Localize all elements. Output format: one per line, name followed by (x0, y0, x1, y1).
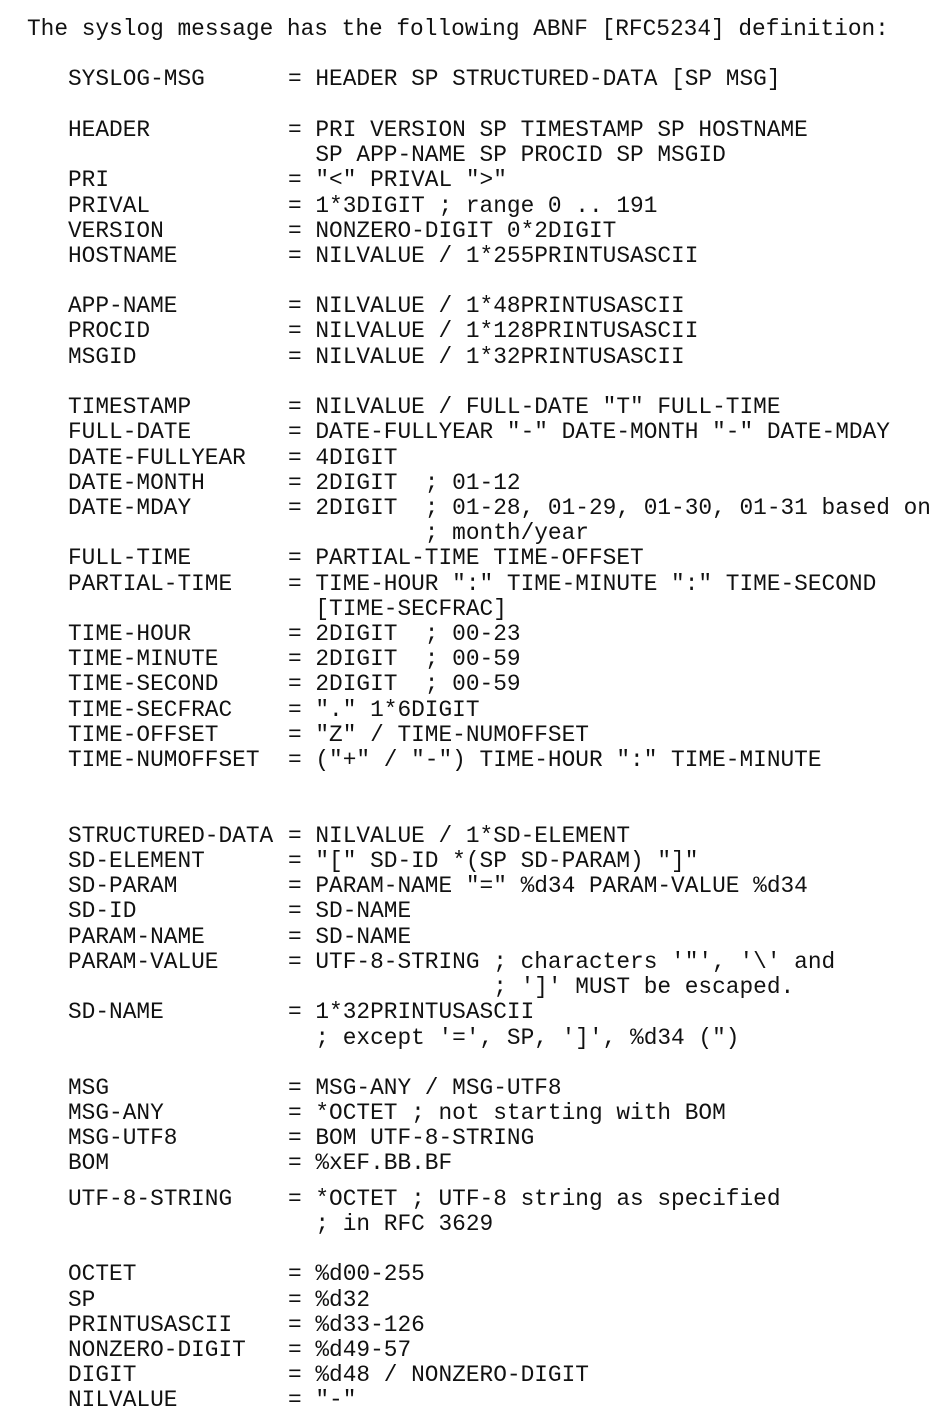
rule-name: TIME-NUMOFFSET (68, 747, 260, 773)
rule-definition: = SD-NAME (288, 924, 412, 950)
rule-definition: = 1*32PRINTUSASCII (288, 999, 535, 1025)
rule-definition: = BOM UTF-8-STRING (288, 1125, 535, 1151)
rule-definition: = %d49-57 (288, 1337, 412, 1363)
rule-name: VERSION (68, 218, 164, 244)
rule-name: FULL-TIME (68, 545, 192, 571)
rule-name: OCTET (68, 1261, 137, 1287)
rule-name: UTF-8-STRING (68, 1186, 233, 1212)
rule-definition: = %d32 (288, 1287, 371, 1313)
rule-definition: = 2DIGIT ; 01-28, 01-29, 01-30, 01-31 based on (288, 495, 931, 521)
rule-definition: = *OCTET ; UTF-8 string as specified (288, 1186, 781, 1212)
rule-name: DIGIT (68, 1362, 137, 1388)
rule-definition: = ("+" / "-") TIME-HOUR ":" TIME-MINUTE (288, 747, 822, 773)
rule-definition: = TIME-HOUR ":" TIME-MINUTE ":" TIME-SECOND (288, 571, 877, 597)
rule-definition: = 2DIGIT ; 00-59 (288, 646, 521, 672)
rule-name: DATE-FULLYEAR (68, 445, 246, 471)
rule-name: NONZERO-DIGIT (68, 1337, 246, 1363)
rule-name: PRIVAL (68, 193, 151, 219)
rule-name: DATE-MONTH (68, 470, 205, 496)
rule-name: PRINTUSASCII (68, 1312, 233, 1338)
rule-definition: = 2DIGIT ; 01-12 (288, 470, 521, 496)
rule-name: PARAM-VALUE (68, 949, 219, 975)
rule-definition: = PARAM-NAME "=" %d34 PARAM-VALUE %d34 (288, 873, 808, 899)
rule-definition: = NILVALUE / 1*48PRINTUSASCII (288, 293, 685, 319)
rule-definition: = %d48 / NONZERO-DIGIT (288, 1362, 589, 1388)
rule-definition: = *OCTET ; not starting with BOM (288, 1100, 726, 1126)
rule-name: TIME-SECOND (68, 671, 219, 697)
rule-definition: = "Z" / TIME-NUMOFFSET (288, 722, 589, 748)
rule-definition: ; except '=', SP, ']', %d34 (") (288, 1025, 740, 1051)
rule-definition: = NILVALUE / 1*SD-ELEMENT (288, 823, 631, 849)
rule-definition: = %xEF.BB.BF (288, 1150, 453, 1176)
rule-definition: ; ']' MUST be escaped. (288, 974, 795, 1000)
rule-name: HOSTNAME (68, 243, 178, 269)
rule-name: PARTIAL-TIME (68, 571, 233, 597)
rule-definition: = UTF-8-STRING ; characters '"', '\' and (288, 949, 836, 975)
rule-name: SD-PARAM (68, 873, 178, 899)
rule-definition: = PARTIAL-TIME TIME-OFFSET (288, 545, 644, 571)
rule-name: NILVALUE (68, 1387, 178, 1413)
rule-definition: = "." 1*6DIGIT (288, 697, 480, 723)
rule-name: BOM (68, 1150, 110, 1176)
rule-definition: = "<" PRIVAL ">" (288, 167, 507, 193)
rule-definition: = "-" (288, 1387, 357, 1413)
rule-definition: = PRI VERSION SP TIMESTAMP SP HOSTNAME (288, 117, 808, 143)
rule-definition: = %d00-255 (288, 1261, 425, 1287)
rule-name: TIME-OFFSET (68, 722, 219, 748)
rule-definition: = %d33-126 (288, 1312, 425, 1338)
rule-name: TIME-MINUTE (68, 646, 219, 672)
rule-definition: = MSG-ANY / MSG-UTF8 (288, 1075, 562, 1101)
rule-name: PROCID (68, 318, 151, 344)
rule-definition: SP APP-NAME SP PROCID SP MSGID (288, 142, 726, 168)
rule-name: HEADER (68, 117, 151, 143)
rule-name: SD-ID (68, 898, 137, 924)
intro-text: The syslog message has the following ABNF [RFC5234] definition: (27, 16, 889, 42)
rule-name: SD-ELEMENT (68, 848, 205, 874)
rule-name: SYSLOG-MSG (68, 66, 205, 92)
rule-definition: = DATE-FULLYEAR "-" DATE-MONTH "-" DATE-MDAY (288, 419, 890, 445)
rule-definition: ; month/year (288, 520, 589, 546)
rule-definition: = "[" SD-ID *(SP SD-PARAM) "]" (288, 848, 699, 874)
rule-definition: = NILVALUE / 1*255PRINTUSASCII (288, 243, 699, 269)
rule-name: TIME-SECFRAC (68, 697, 233, 723)
rule-name: MSG (68, 1075, 110, 1101)
rule-definition: = SD-NAME (288, 898, 412, 924)
rule-definition: = NILVALUE / 1*32PRINTUSASCII (288, 344, 685, 370)
rule-definition: = 2DIGIT ; 00-23 (288, 621, 521, 647)
rule-definition: = 1*3DIGIT ; range 0 .. 191 (288, 193, 658, 219)
rule-name: SD-NAME (68, 999, 164, 1025)
rule-name: TIME-HOUR (68, 621, 192, 647)
rule-name: FULL-DATE (68, 419, 192, 445)
rule-name: DATE-MDAY (68, 495, 192, 521)
rule-name: SP (68, 1287, 96, 1313)
rule-name: PRI (68, 167, 110, 193)
rule-definition: [TIME-SECFRAC] (288, 596, 507, 622)
rule-name: STRUCTURED-DATA (68, 823, 274, 849)
rule-definition: = HEADER SP STRUCTURED-DATA [SP MSG] (288, 66, 781, 92)
rule-definition: = NILVALUE / FULL-DATE "T" FULL-TIME (288, 394, 781, 420)
rule-name: APP-NAME (68, 293, 178, 319)
rule-name: MSG-ANY (68, 1100, 164, 1126)
rule-definition: = 2DIGIT ; 00-59 (288, 671, 521, 697)
rule-definition: = NONZERO-DIGIT 0*2DIGIT (288, 218, 617, 244)
rule-definition: = 4DIGIT (288, 445, 398, 471)
rule-definition: ; in RFC 3629 (288, 1211, 494, 1237)
rule-name: TIMESTAMP (68, 394, 192, 420)
rule-name: PARAM-NAME (68, 924, 205, 950)
rule-definition: = NILVALUE / 1*128PRINTUSASCII (288, 318, 699, 344)
rule-name: MSGID (68, 344, 137, 370)
rule-name: MSG-UTF8 (68, 1125, 178, 1151)
